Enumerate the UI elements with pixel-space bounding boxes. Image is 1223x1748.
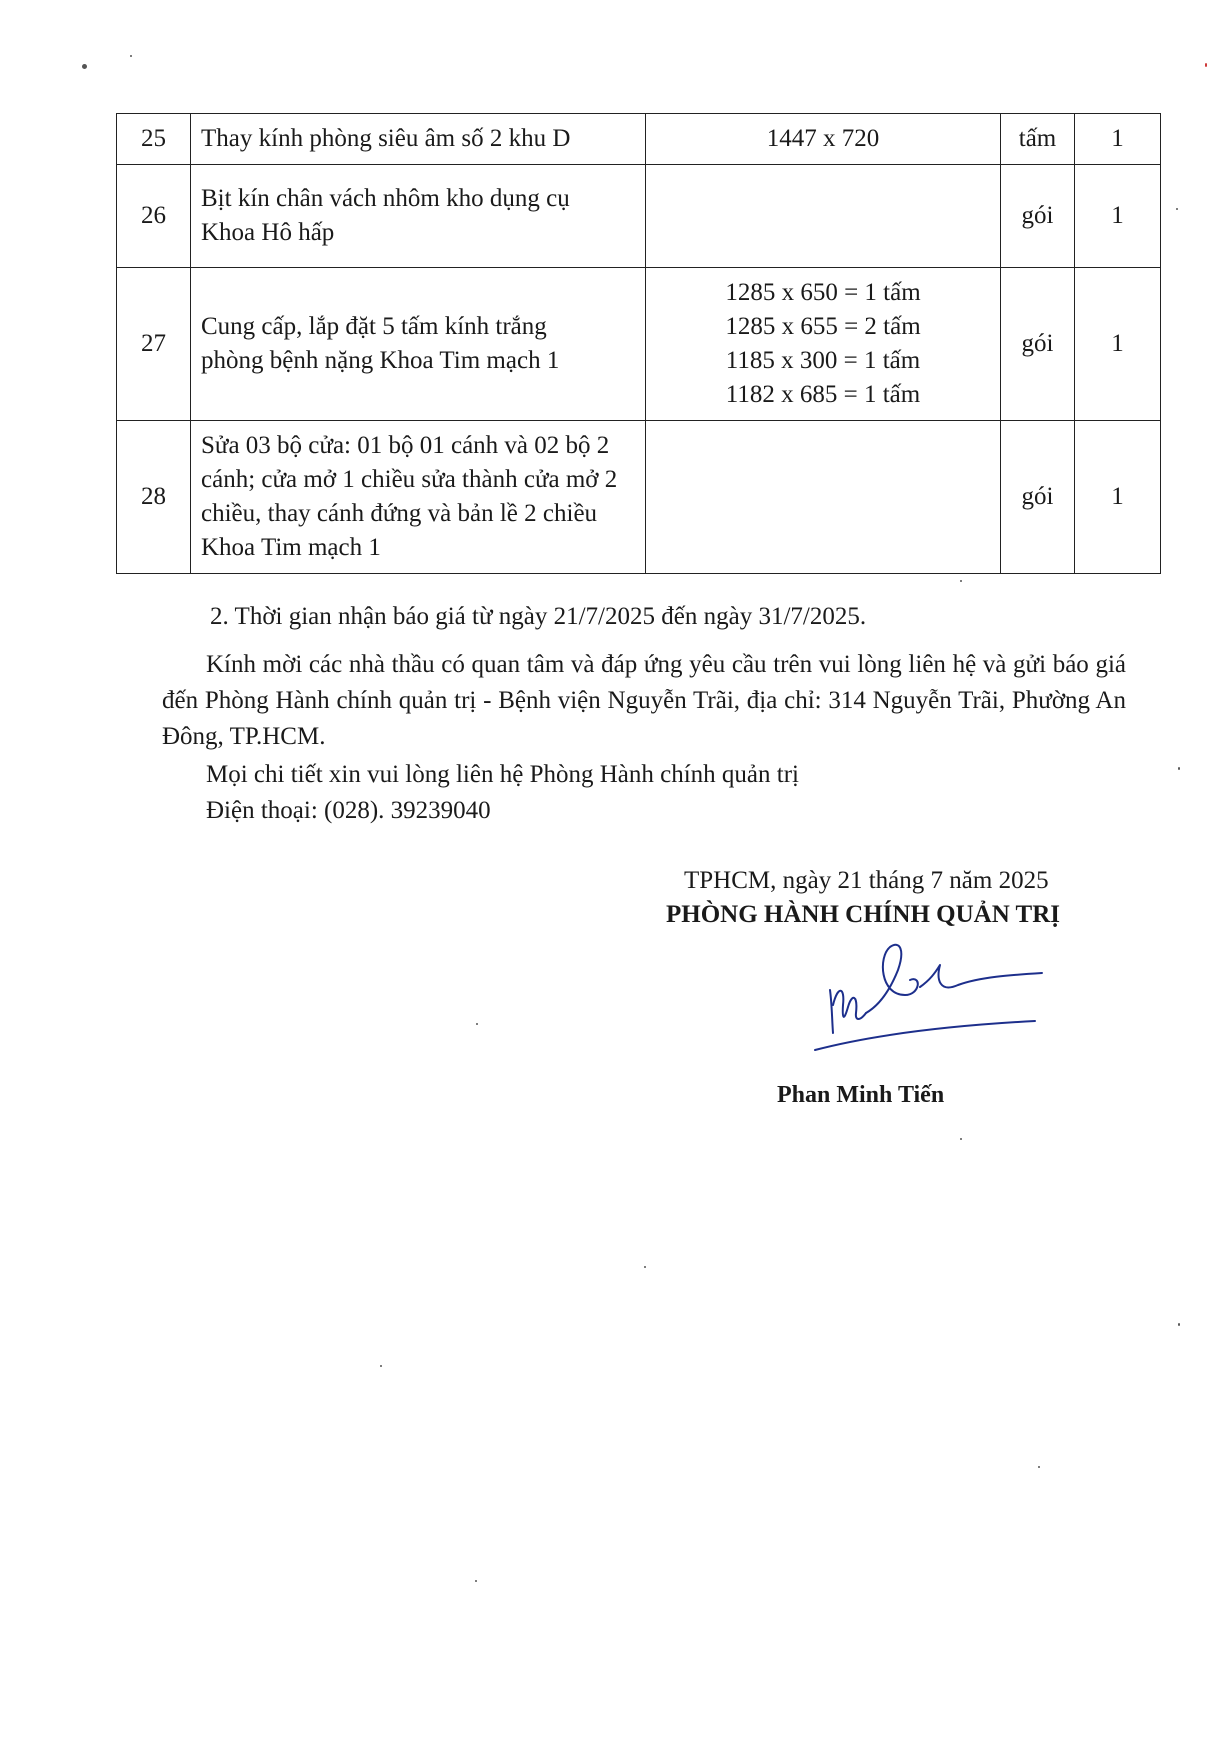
row-number-cell: 26 xyxy=(117,165,191,268)
scan-speck xyxy=(960,580,962,582)
unit-cell: gói xyxy=(1001,421,1075,574)
specification-cell xyxy=(646,114,1001,165)
item-2-receiving-period: 2. Thời gian nhận báo giá từ ngày 21/7/2025 đến ngày 31/7/2025. xyxy=(210,603,867,630)
specification-cell xyxy=(646,268,1001,421)
scan-speck xyxy=(1178,1323,1180,1326)
row-number-cell: 27 xyxy=(117,268,191,421)
table-row xyxy=(117,268,1161,421)
unit-cell: gói xyxy=(1001,165,1075,268)
row-number-cell: 25 xyxy=(117,114,191,165)
scan-speck xyxy=(476,1023,478,1025)
handwritten-signature xyxy=(810,925,1050,1060)
description-text: Thay kính phòng siêu âm số 2 khu D xyxy=(201,125,571,152)
specification-cell xyxy=(646,165,1001,268)
row-number-cell: 28 xyxy=(117,421,191,574)
unit-cell: gói xyxy=(1001,268,1075,421)
specification-line: 1447 x 720 xyxy=(766,125,880,152)
specification-line: 1185 x 300 = 1 tấm xyxy=(725,347,921,374)
quantity-cell: 1 xyxy=(1075,114,1161,165)
scan-speck xyxy=(1178,767,1180,770)
description-text: Bịt kín chân vách nhôm kho dụng cụ xyxy=(201,185,570,212)
scan-speck xyxy=(475,1580,477,1582)
signature-date-line: TPHCM, ngày 21 tháng 7 năm 2025 xyxy=(684,867,1049,894)
quantity-cell: 1 xyxy=(1075,268,1161,421)
scan-speck xyxy=(1038,1466,1040,1468)
unit-cell: tấm xyxy=(1001,114,1075,165)
description-text: Cung cấp, lắp đặt 5 tấm kính trắng xyxy=(201,313,547,340)
quantity-cell: 1 xyxy=(1075,165,1161,268)
scan-speck xyxy=(1205,63,1207,67)
specification-line: 1285 x 655 = 2 tấm xyxy=(725,313,921,340)
signature-department: PHÒNG HÀNH CHÍNH QUẢN TRỊ xyxy=(666,901,1061,928)
invitation-paragraph: Kính mời các nhà thầu có quan tâm và đáp ứng yêu cầu trên vui lòng liên hệ và gửi báo giá đến Phòng Hành chính quản trị - Bệnh viện Nguyễn Trãi, địa chỉ: 314 Nguyễn Trãi, Phường An Đông, TP.HCM. xyxy=(162,651,1126,750)
description-cell xyxy=(191,421,646,574)
phone-line: Điện thoại: (028). 39239040 xyxy=(206,797,491,824)
table-row xyxy=(117,421,1161,574)
contact-details-line: Mọi chi tiết xin vui lòng liên hệ Phòng Hành chính quản trị xyxy=(206,761,799,788)
description-text: Khoa Hô hấp xyxy=(201,219,335,246)
signer-name: Phan Minh Tiến xyxy=(777,1082,945,1108)
scan-speck xyxy=(380,1365,382,1367)
scan-speck xyxy=(130,55,132,57)
description-cell xyxy=(191,165,646,268)
description-text: phòng bệnh nặng Khoa Tim mạch 1 xyxy=(201,347,560,374)
description-cell xyxy=(191,268,646,421)
specification-line: 1285 x 650 = 1 tấm xyxy=(725,279,921,306)
scan-speck xyxy=(960,1138,962,1140)
description-cell xyxy=(191,114,646,165)
scan-speck xyxy=(82,64,87,69)
table-row xyxy=(117,165,1161,268)
scan-speck xyxy=(644,1266,646,1268)
quantity-cell: 1 xyxy=(1075,421,1161,574)
specification-cell xyxy=(646,421,1001,574)
quotation-items-table xyxy=(116,113,1161,574)
table-row xyxy=(117,114,1161,165)
specification-line: 1182 x 685 = 1 tấm xyxy=(725,381,921,408)
scan-speck xyxy=(1176,208,1178,210)
description-text: Sửa 03 bộ cửa: 01 bộ 01 cánh và 02 bộ 2 cánh; cửa mở 1 chiều sửa thành cửa mở 2 chiều, thay cánh đứng và bản lề 2 chiều Khoa Tim mạch 1 xyxy=(201,432,618,561)
